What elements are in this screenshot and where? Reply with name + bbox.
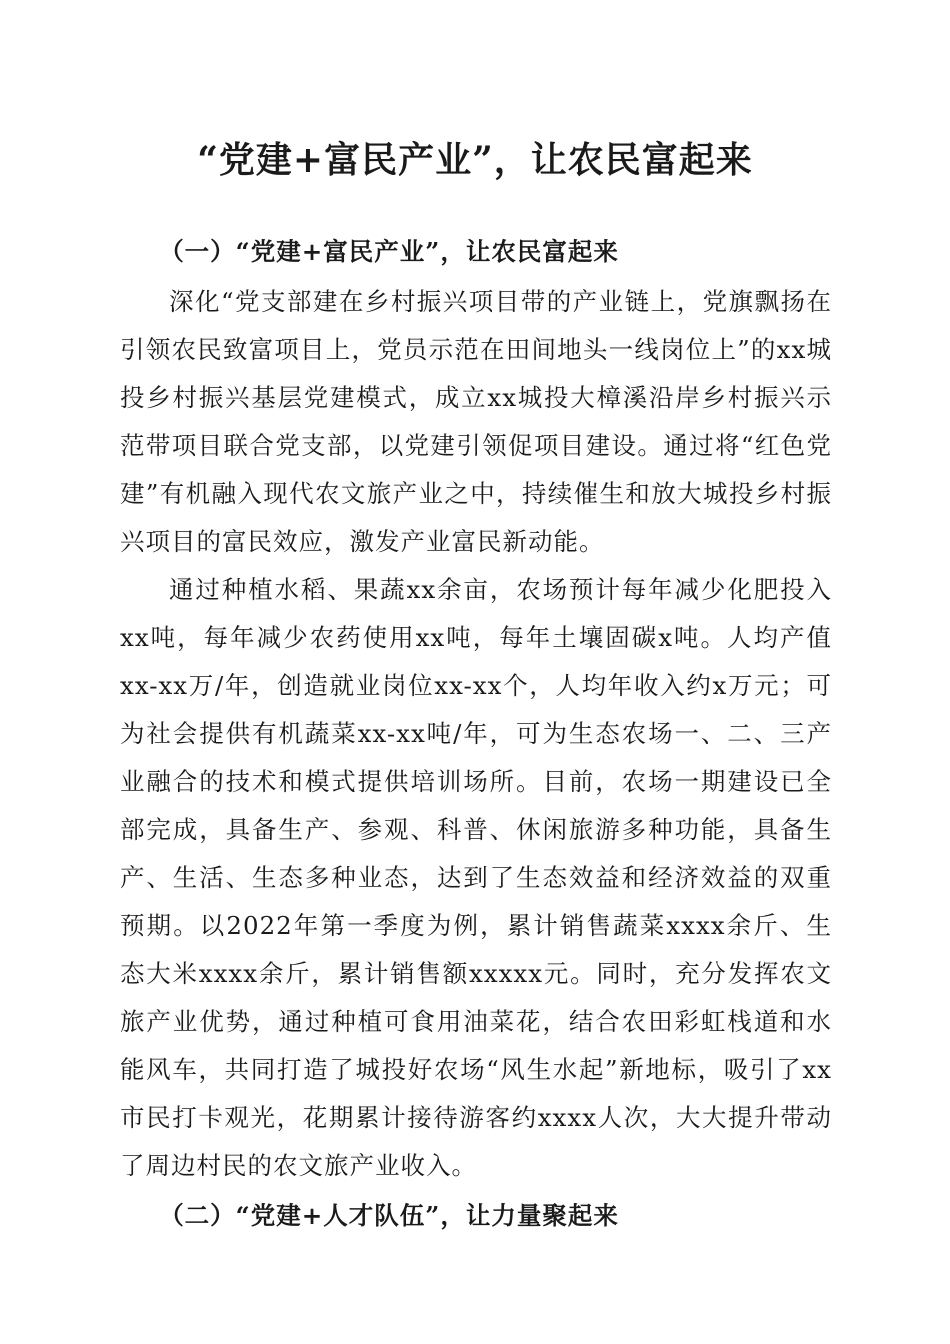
paragraph-1: 深化“党支部建在乡村振兴项目带的产业链上，党旗飘扬在引领农民致富项目上，党员示范在田间地头一线岗位上”的xx城投乡村振兴基层党建模式，成立xx城投大樟溪沿岸乡村振兴示范带项目联合党支部，以党建引领促项目建设。通过将“红色党建”有机融入现代农文旅产业之中，持续催生和放大城投乡村振兴项目的富民效应，激发产业富民新动能。: [120, 287, 832, 556]
document-title: “党建+富民产业”，让农民富起来: [197, 139, 753, 181]
section-heading-2: （二）“党建+人才队伍”，让力量聚起来: [159, 1201, 619, 1230]
section-heading-1: （一）“党建+富民产业”，让农民富起来: [159, 237, 619, 266]
paragraph-2: 通过种植水稻、果蔬xx余亩，农场预计每年减少化肥投入xx吨，每年减少农药使用xx吨，每年土壤固碳x吨。人均产值xx-xx万/年，创造就业岗位xx-xx个，人均年收入约x万元；可为社会提供有机蔬菜xx-xx吨/年，可为生态农场一、二、三产业融合的技术和模式提供培训场所。目前，农场一期建设已全部完成，具备生产、参观、科普、休闲旅游多种功能，具备生产、生活、生态多种业态，达到了生态效益和经济效益的双重预期。以2022年第一季度为例，累计销售蔬菜xxxx余斤、生态大米xxxx余斤，累计销售额xxxxx元。同时，充分发挥农文旅产业优势，通过种植可食用油菜花，结合农田彩虹栈道和水能风车，共同打造了城投好农场“风生水起”新地标，吸引了xx市民打卡观光，花期累计接待游客约xxxx人次，大大提升带动了周边村民的农文旅产业收入。: [120, 575, 832, 1180]
document-body: [120, 226, 832, 1242]
